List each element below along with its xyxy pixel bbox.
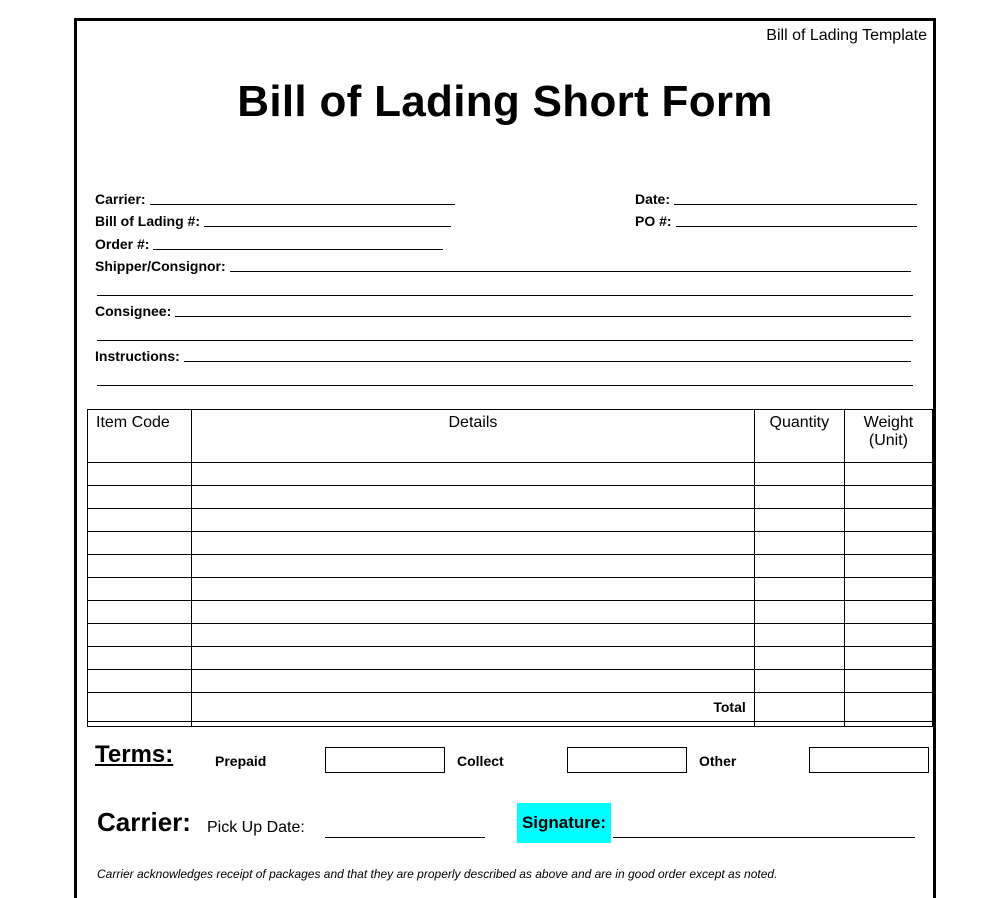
quantity-cell[interactable] [754,509,844,532]
shipper-field[interactable] [95,258,911,274]
footer-cell [88,722,192,727]
table-row[interactable] [88,647,933,670]
table-row[interactable] [88,532,933,555]
carrier-line [150,203,455,205]
item-code-cell[interactable] [88,624,192,647]
details-cell[interactable] [192,601,755,624]
details-cell[interactable] [192,509,755,532]
prepaid-box[interactable] [325,747,445,773]
shipper-label: Shipper/Consignor: [95,258,226,274]
details-cell[interactable] [192,647,755,670]
quantity-cell[interactable] [754,555,844,578]
prepaid-label: Prepaid [215,753,267,769]
table-row[interactable] [88,555,933,578]
table-row[interactable] [88,463,933,486]
carrier-label: Carrier: [95,191,146,207]
weight-cell[interactable] [844,509,932,532]
collect-box[interactable] [567,747,687,773]
signature-line[interactable] [613,837,915,838]
date-field[interactable] [635,191,917,207]
quantity-cell[interactable] [754,532,844,555]
collect-label: Collect [457,753,504,769]
form-page [74,18,936,898]
header-details: Details [192,410,755,463]
items-table [87,409,933,727]
consignee-label: Consignee: [95,303,172,319]
total-blank-cell [88,693,192,722]
details-cell[interactable] [192,486,755,509]
footer-cell [192,722,755,727]
weight-cell[interactable] [844,463,932,486]
quantity-cell[interactable] [754,463,844,486]
other-box[interactable] [809,747,929,773]
details-cell[interactable] [192,670,755,693]
po-line [676,225,917,227]
consignee-extra-line[interactable] [97,340,913,341]
quantity-cell[interactable] [754,486,844,509]
form-title: Bill of Lading Short Form [237,77,773,126]
bill-of-lading-field[interactable] [95,213,451,229]
bill-of-lading-line [204,225,451,227]
order-line [153,248,443,250]
quantity-cell[interactable] [754,624,844,647]
header-quantity: Quantity [754,410,844,463]
item-code-cell[interactable] [88,601,192,624]
details-cell[interactable] [192,463,755,486]
table-row[interactable] [88,670,933,693]
order-field[interactable] [95,236,443,252]
pickup-date-line[interactable] [325,837,485,838]
document-tag: Bill of Lading Template [766,27,927,44]
item-code-cell[interactable] [88,509,192,532]
instructions-line [184,360,911,362]
weight-cell[interactable] [844,670,932,693]
total-quantity-cell[interactable] [754,693,844,722]
date-line [674,203,917,205]
total-row [88,693,933,722]
weight-cell[interactable] [844,578,932,601]
total-weight-cell[interactable] [844,693,932,722]
item-code-cell[interactable] [88,578,192,601]
terms-label: Terms: [95,741,174,768]
details-cell[interactable] [192,532,755,555]
table-row[interactable] [88,601,933,624]
instructions-field[interactable] [95,348,911,364]
table-row[interactable] [88,509,933,532]
details-cell[interactable] [192,624,755,647]
total-label: Total [192,693,755,722]
quantity-cell[interactable] [754,601,844,624]
header-weight: Weight (Unit) [844,410,932,463]
table-row[interactable] [88,578,933,601]
weight-cell[interactable] [844,486,932,509]
table-row[interactable] [88,624,933,647]
shipper-line [230,270,911,272]
date-label: Date: [635,191,671,207]
details-cell[interactable] [192,578,755,601]
footer-cell [754,722,844,727]
footer-cell [844,722,932,727]
table-row[interactable] [88,486,933,509]
weight-cell[interactable] [844,532,932,555]
instructions-extra-line[interactable] [97,385,913,386]
instructions-label: Instructions: [95,348,180,364]
table-header-row [88,410,933,463]
quantity-cell[interactable] [754,647,844,670]
consignee-line [175,315,911,317]
item-code-cell[interactable] [88,670,192,693]
carrier-field[interactable] [95,191,455,207]
acknowledgement-note: Carrier acknowledges receipt of packages and that they are properly described as above and are in good order except as noted. [97,867,778,881]
item-code-cell[interactable] [88,532,192,555]
item-code-cell[interactable] [88,463,192,486]
other-label: Other [699,753,737,769]
consignee-field[interactable] [95,303,911,319]
bill-of-lading-label: Bill of Lading #: [95,213,200,229]
header-item-code: Item Code [88,410,192,463]
details-cell[interactable] [192,555,755,578]
item-code-cell[interactable] [88,555,192,578]
weight-cell[interactable] [844,555,932,578]
quantity-cell[interactable] [754,578,844,601]
weight-cell[interactable] [844,624,932,647]
weight-cell[interactable] [844,647,932,670]
table-footer-row [88,722,933,727]
po-label: PO #: [635,213,672,229]
pickup-date-label: Pick Up Date: [207,819,305,836]
item-code-cell[interactable] [88,647,192,670]
carrier-section-label: Carrier: [97,807,191,837]
quantity-cell[interactable] [754,670,844,693]
signature-label: Signature: [517,803,611,843]
po-field[interactable] [635,213,917,229]
shipper-extra-line[interactable] [97,295,913,296]
weight-cell[interactable] [844,601,932,624]
order-label: Order #: [95,236,150,252]
item-code-cell[interactable] [88,486,192,509]
